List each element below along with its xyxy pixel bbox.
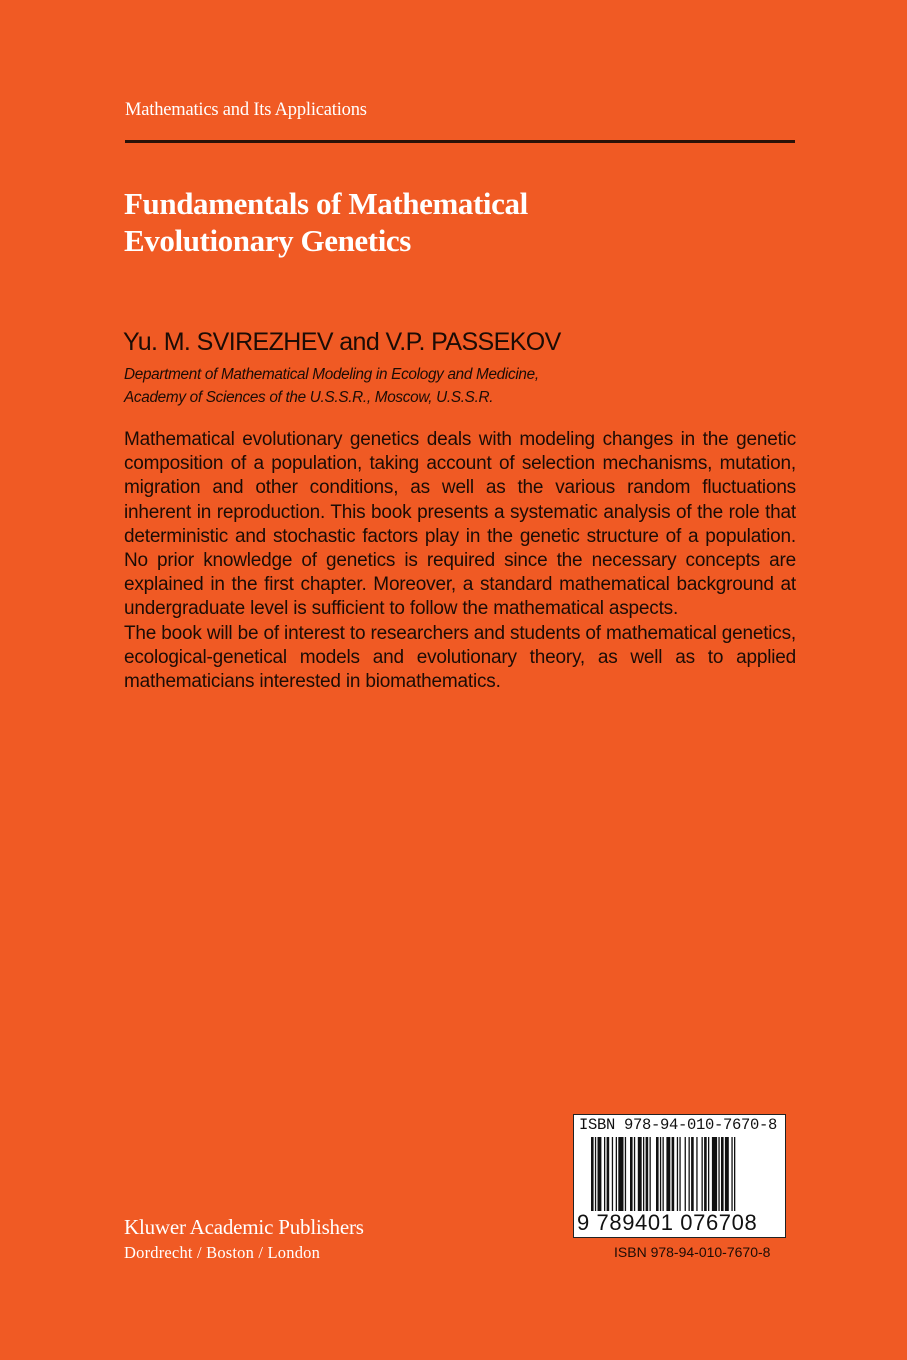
barcode-bar [731,1137,732,1211]
barcode-bar [646,1137,649,1211]
authors: Yu. M. SVIREZHEV and V.P. PASSEKOV [123,328,561,356]
barcode-bar [704,1137,707,1211]
barcode-bar [598,1137,602,1211]
barcode-bar [638,1137,642,1211]
book-description [124,428,796,694]
description-paragraph-2: The book will be of interest to researchers and students of mathematical genetics, ecological-genetical models and evolutionary theory, as well as to applied mathematicians interested in biomathematics. [124,622,796,693]
barcode-bar [721,1137,724,1211]
publisher [124,1215,364,1263]
barcode-bar [685,1137,686,1211]
barcode-bar [625,1137,626,1211]
barcode-bar [725,1137,729,1211]
isbn-label: ISBN 978-94-010-7670-8 [614,1244,771,1260]
barcode-bar [660,1137,661,1211]
barcode-bar [696,1137,697,1211]
barcode-digits: 9 789401 076708 [577,1210,758,1235]
barcode-bar [734,1137,735,1211]
barcode-bar [666,1137,670,1211]
barcode-bar [643,1137,644,1211]
barcode-bar [672,1137,675,1211]
barcode-bar [712,1137,717,1211]
series-title: Mathematics and Its Applications [125,100,367,120]
barcode [573,1114,786,1238]
barcode-bar [689,1137,690,1211]
barcode-bar [677,1137,678,1211]
barcode-bars [591,1137,771,1211]
barcode-bar [612,1137,613,1211]
barcode-isbn-text: ISBN 978-94-010-7670-8 [579,1116,778,1134]
barcode-bar [616,1137,617,1211]
affiliation-line-1: Department of Mathematical Modeling in Ecology and Medicine, [124,366,539,383]
barcode-bar [650,1137,651,1211]
barcode-bar [607,1137,610,1211]
book-title-line-1: Fundamentals of Mathematical [124,186,528,221]
barcode-bar [656,1137,659,1211]
barcode-bar [691,1137,694,1211]
book-title-line-2: Evolutionary Genetics [124,223,411,258]
affiliation [124,363,684,409]
barcode-bar [604,1137,605,1211]
barcode-bar [663,1137,664,1211]
barcode-bar [595,1137,596,1211]
barcode-bar [702,1137,703,1211]
publisher-cities: Dordrecht / Boston / London [124,1243,321,1262]
description-paragraph-1: Mathematical evolutionary genetics deals with modeling changes in the genetic composition of a population, taking account of selection mechanisms, mutation, migration and other conditions, as well as the various random fluctuations inherent in reproduction. This book presents a systematic analysis of the role that deterministic and stochastic factors play in the genetic structure of a population. No prior knowledge of genetics is required since the necessary concepts are explained in the first chapter. Moreover, a standard mathematical background at undergraduate level is sufficient to follow the mathematical aspects. [124,429,796,620]
barcode-bar [630,1137,633,1211]
barcode-bar [708,1137,709,1211]
barcode-bar [618,1137,623,1211]
barcode-bar [679,1137,680,1211]
header-rule [125,140,795,143]
affiliation-line-2: Academy of Sciences of the U.S.S.R., Moscow, U.S.S.R. [124,389,494,406]
publisher-name: Kluwer Academic Publishers [124,1215,364,1239]
barcode-bar [634,1137,635,1211]
book-title [124,185,764,259]
barcode-bar [591,1137,594,1211]
barcode-bar [718,1137,719,1211]
